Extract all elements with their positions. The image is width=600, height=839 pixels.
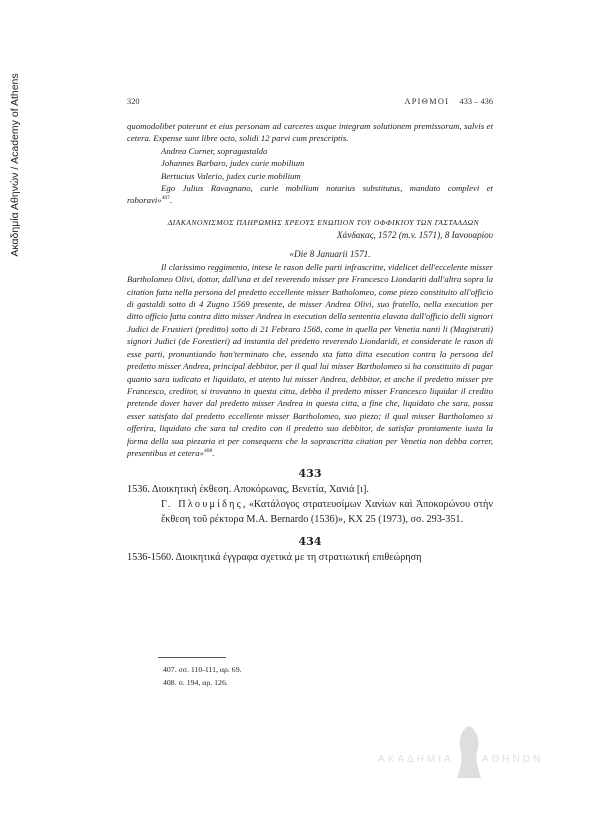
footnotes xyxy=(163,657,463,689)
footnote: 407. σσ. 110-111, αρ. 69. xyxy=(163,665,242,674)
athena-head-icon xyxy=(454,724,484,780)
header-range: 433 – 436 xyxy=(459,97,493,106)
continuation-text: quomodolibet poterunt et eius personam ad carceres usque integram solutionem premissorum, salvis et cetera. Expense sunt libre octo, solidi 12 parvi cum prescriptis. xyxy=(127,121,493,144)
entry-heading: 1536. Διοικητική έκθεση. Αποκόρωνας, Βενετία, Χανιά [ι]. xyxy=(127,484,369,496)
signatory-line: Andrea Corner, sopragastaldo xyxy=(161,145,268,156)
body-text: Il clarissimo reggimento, intese le rason delle parti infrascritte, videlicet dell'eccelente misser Bartholomeo Olivi, dottor, dall'una et del reverendo misser pre Francesco Liondariti dall'altra sopra la citation fatta nella persona del predetto eccellente misser Batholomeo, come piezo constituito all'officio di gastaldi sotto di 4 Zugno 1569 presente, de misser Andrea Olivi, suo fratello, nella execution per ditto officio fatta contra ditto misser Andrea in execution della sententia elavata dall'officio delli signori Judici de Frustieri (predittо) sotto di 21 Febraro 1568, come in quella per Venetia nanti li (Magistrati) signori Judici (de Forestieri) ad instantia del predetto reverendo Liondaridi, et considerate le rason di esse parti, pronuntiando han'terminato che, essendo sta fatta ditta esecution contra la persona del predetto misser Andrea, principal debbitor, per il qual lui misser Bartholomeo si ha constituito di pagar quanto sara iudicato et liquidato, et atento lui misser Andrea, debbitor, et anche il predetto misser pre Francesco, creditor, si trovanno in questa citta, debba il predetto misser Francesco liquidar il credito pretende dover haver dal predetto misser Andrea in questa citta, a fine che, liquidato che sara, possa esser satisfato dal predetto eccellente misser Bartholomeo, suo piezo; il qual misser Bartholomeo si offerira, liquidato che sara tal credito con il predetto suo debbitor, de satisfar prontamente iuxta la forma della sua piezaria et per consequens che la soprascritta citation per Venetia non debba correr, presentibus et cetera» xyxy=(127,261,493,458)
entry-citation xyxy=(127,498,493,527)
notary-end: . xyxy=(169,195,173,206)
signatory-line: Johannes Barbaro, judex curie mobilium xyxy=(161,158,305,169)
continued-document xyxy=(127,120,493,207)
body-end: . xyxy=(212,447,215,458)
document-body-text xyxy=(127,261,493,460)
academy-watermark xyxy=(378,718,558,798)
citation-author: Γ. Πλουμίδης xyxy=(161,498,243,510)
page-body xyxy=(127,120,493,566)
notary-text: Ego Julius Ravagnano, curie mobilium notarius substitutus, mandato complevi et roboravi» xyxy=(127,183,493,206)
footnote-ref: 408 xyxy=(203,447,213,454)
entry-434 xyxy=(127,551,493,566)
document-date-line: «Die 8 Januarii 1571. xyxy=(289,248,371,259)
document-body xyxy=(127,261,493,460)
header-title: ΑΡΙΘΜΟΙ xyxy=(404,97,450,106)
entry-433 xyxy=(127,483,493,527)
signatory-line: Bertucius Valerio, judex curie mobilium xyxy=(161,170,301,181)
footnote-divider xyxy=(158,657,226,658)
citation-text: , «Κατάλογος στρατευσίμων Χανίων καὶ Ἀποκορώνου στὴν ἔκθεση τοῦ ρέκτορα M.A. Bernardo (1536)», ΚΧ 25 (1973), σσ. 293-351. xyxy=(161,498,493,525)
notary-line xyxy=(127,182,493,207)
watermark-text-left: ΑΚΑΔΗΜΙΑ xyxy=(378,754,454,765)
page-number: 320 xyxy=(127,97,140,106)
running-title xyxy=(404,97,493,106)
archive-side-label: Ακαδημία Αθηνών / Academy of Athens xyxy=(9,73,21,257)
footnote-ref: 407 xyxy=(161,195,170,202)
entry-number: 433 xyxy=(298,467,322,481)
document-place-date: Χάνδακας, 1572 (m.v. 1571), 8 Ιανουαρίου xyxy=(336,229,493,240)
footnote: 408. σ. 194, αρ. 126. xyxy=(163,678,228,687)
watermark-text-right: ΑΘΗΝΩΝ xyxy=(482,754,544,765)
entry-heading: 1536-1560. Διοικητικά έγγραφα σχετικά με τη στρατιωτική επιθεώρηση xyxy=(127,552,422,564)
entry-number: 434 xyxy=(298,535,322,549)
document-title: ΔΙΑΚΑΝΟΝΙΣΜΟΣ ΠΛΗΡΩΜΗΣ ΧΡΕΟΥΣ ΕΝΩΠΙΟΝ ΤΟΥ ΟΦΦΙΚΙΟΥ ΤΩΝ ΓΑΣΤΑΛΔΩΝ xyxy=(167,217,479,227)
